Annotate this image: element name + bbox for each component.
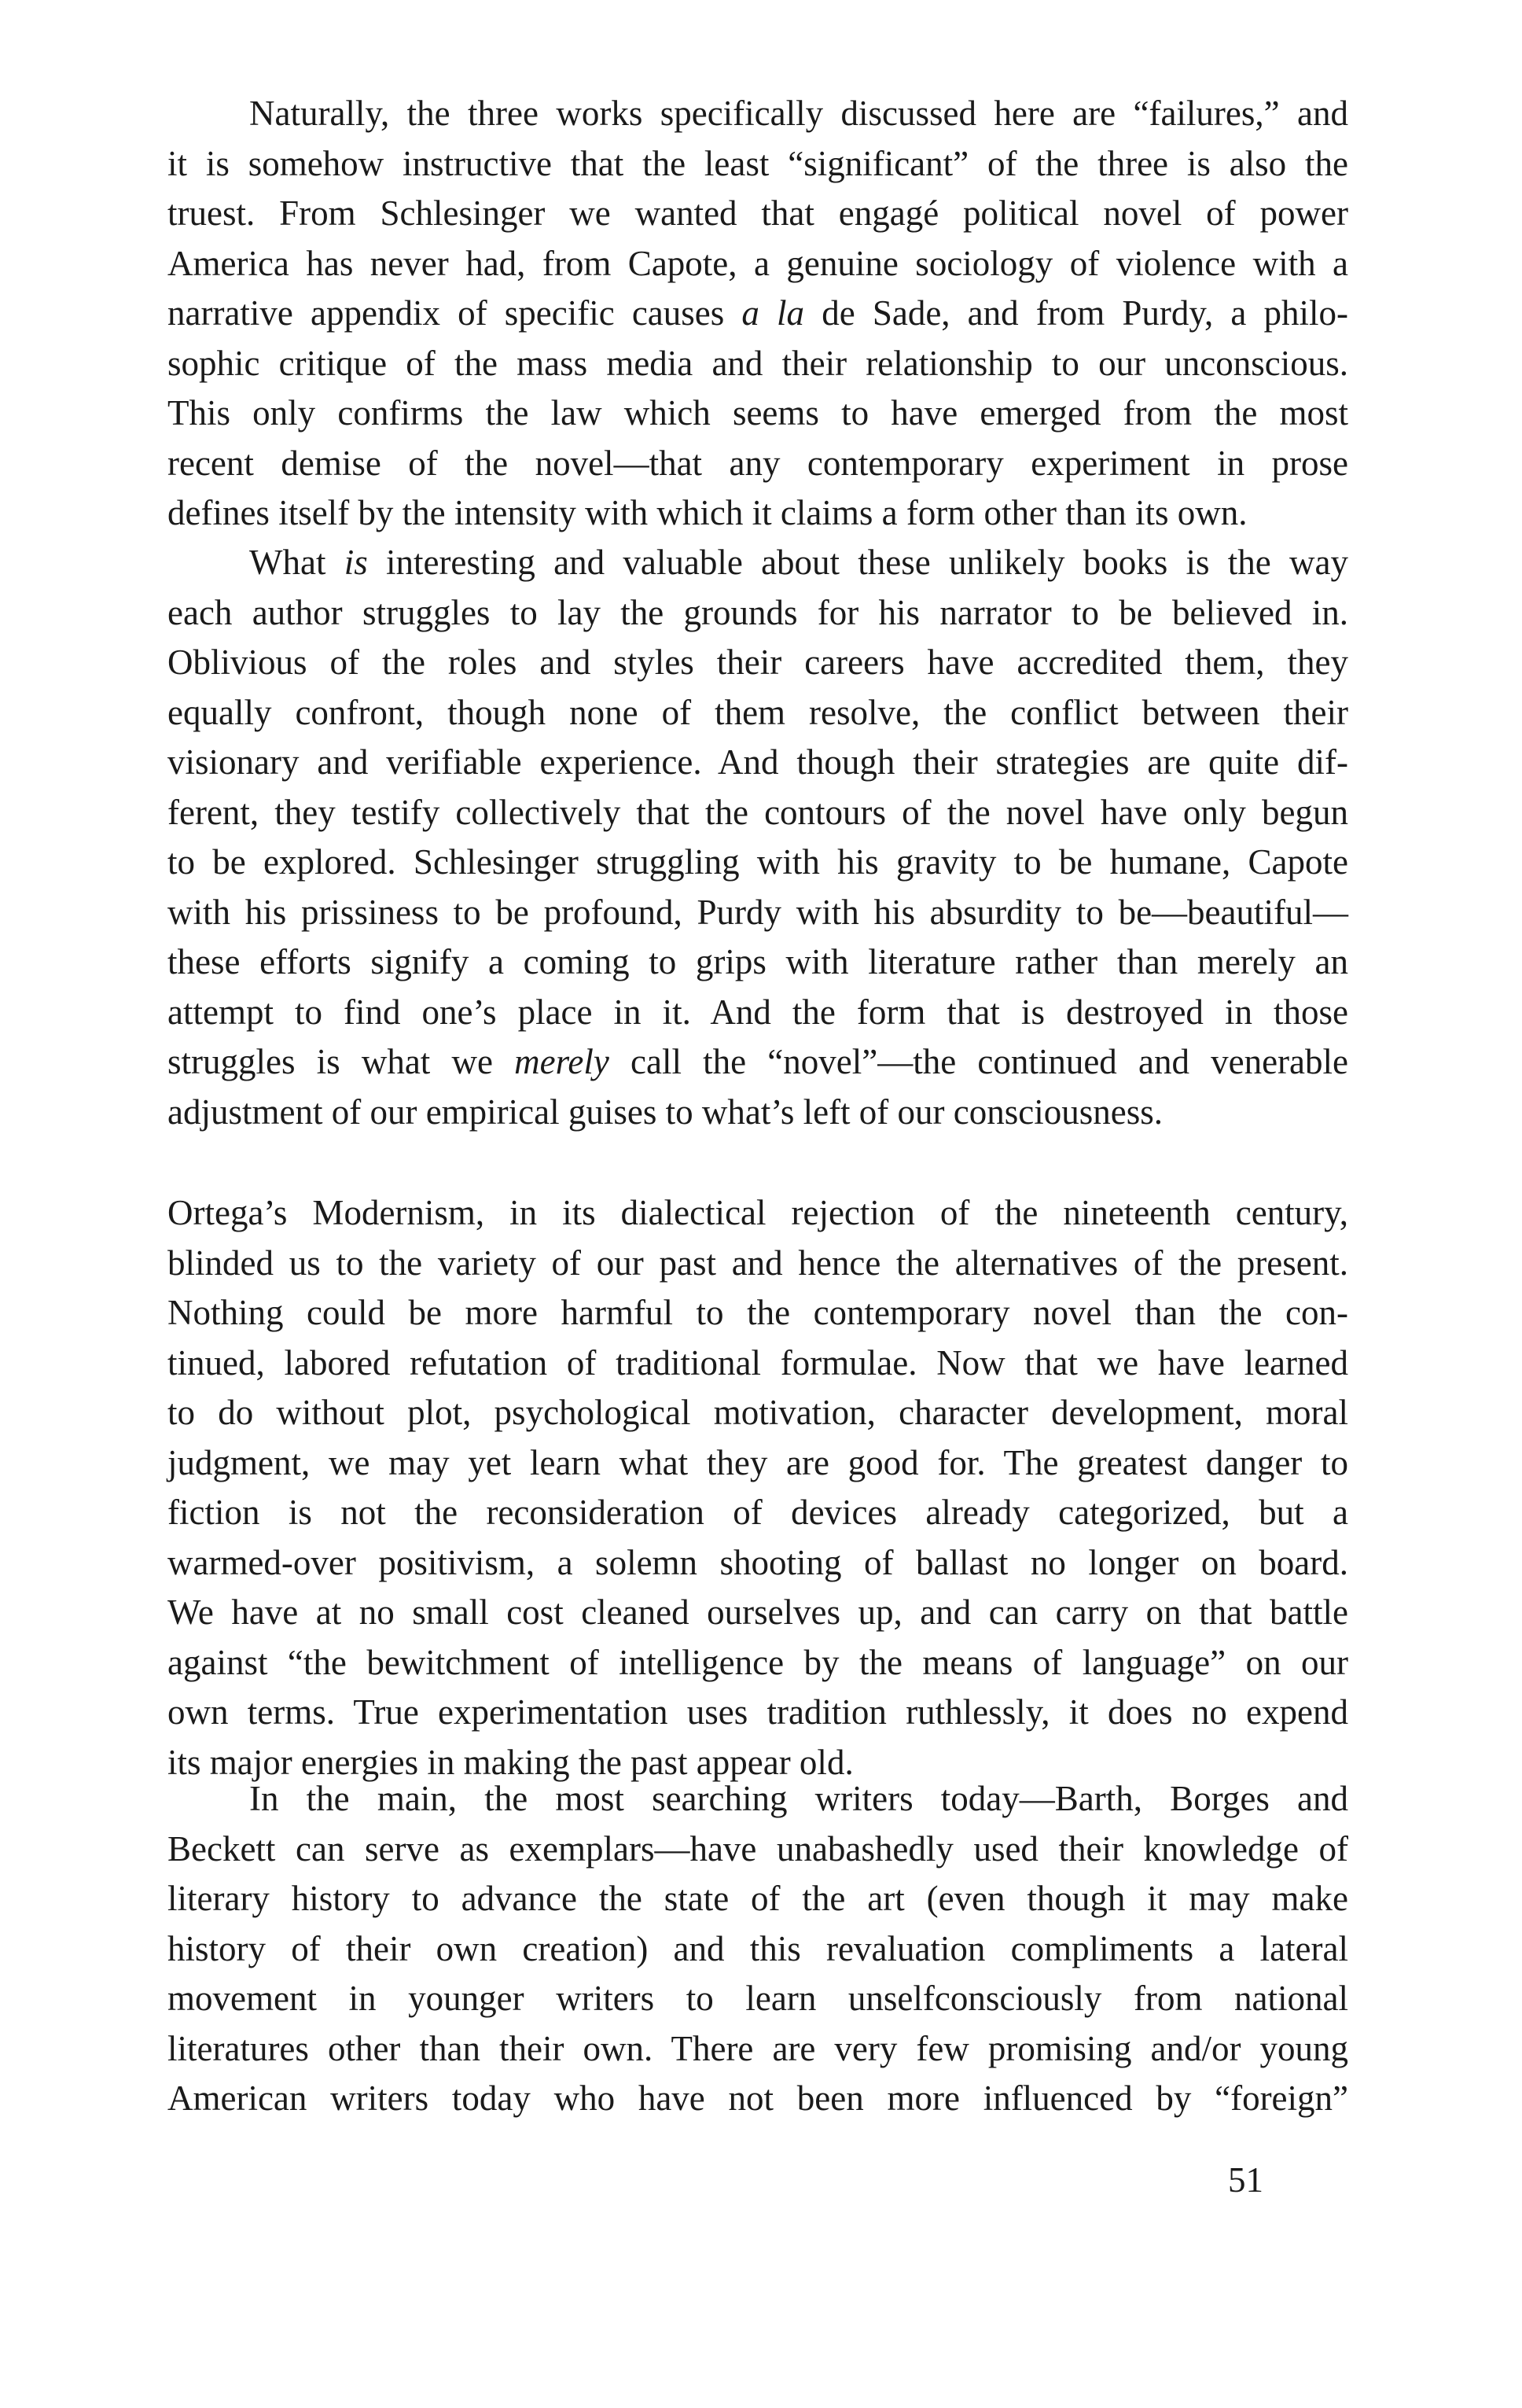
text-segment: each author struggles to lay the grounds for his narrator to be believed in. <box>167 592 1348 632</box>
text-segment: This only confirms the law which seems to have emerged from the most <box>167 393 1348 433</box>
text-segment: We have at no small cost cleaned ourselves up, and can carry on that battle <box>167 1592 1348 1632</box>
text-segment: tinued, labored refutation of traditional formulae. Now that we have learned <box>167 1342 1348 1383</box>
text-segment: Ortega’s Modernism, in its dialectical rejection of the nineteenth century, <box>167 1193 1348 1232</box>
text-line <box>167 1688 1348 1738</box>
text-segment: own terms. True experimentation uses tradition ruthlessly, it does no expend <box>167 1692 1348 1732</box>
text-segment: fiction is not the reconsideration of devices already categorized, but a <box>167 1493 1348 1532</box>
paragraph-2 <box>167 538 1348 1137</box>
paragraph-3 <box>167 1188 1348 1788</box>
text-line <box>167 638 1348 688</box>
text-line <box>167 2024 1348 2075</box>
text-segment: with his prissiness to be profound, Purdy with his absurdity to be—beautiful— <box>167 892 1348 932</box>
text-line <box>167 388 1348 439</box>
text-line <box>167 1239 1348 1289</box>
text-line <box>167 988 1348 1038</box>
paragraph-4 <box>167 1774 1348 2124</box>
text-segment: narrative appendix of specific causes <box>167 293 742 333</box>
text-line <box>167 1538 1348 1589</box>
paragraph-1 <box>167 89 1348 539</box>
text-line <box>167 937 1348 988</box>
text-line <box>167 289 1348 339</box>
text-segment: recent demise of the novel—that any contemporary experiment in prose <box>167 443 1348 483</box>
text-segment: it is somehow instructive that the least “significant” of the three is also the <box>167 143 1348 183</box>
text-segment: to do without plot, psychological motivation, character development, moral <box>167 1393 1348 1432</box>
text-segment: ferent, they testify collectively that the contours of the novel have only begun <box>167 792 1348 832</box>
page-number: 51 <box>1228 2160 1263 2200</box>
text-segment: Naturally, the three works specifically discussed here are “failures,” and <box>249 94 1348 133</box>
text-line <box>167 439 1348 489</box>
text-line <box>167 1924 1348 1975</box>
text-segment: literary history to advance the state of the art (even though it may make <box>167 1879 1348 1918</box>
text-segment: American writers today who have not been more influenced by “foreign” <box>167 2078 1348 2118</box>
text-segment: struggles is what we <box>167 1042 515 1081</box>
italic-text: merely <box>514 1042 609 1081</box>
text-line <box>167 688 1348 738</box>
text-segment: its major energies in making the past appear old. <box>167 1742 854 1782</box>
text-segment: blinded us to the variety of our past and hence the alternatives of the present. <box>167 1243 1348 1283</box>
text-segment: warmed-over positivism, a solemn shooting of ballast no longer on board. <box>167 1542 1348 1582</box>
text-segment: sophic critique of the mass media and their relationship to our unconscious. <box>167 343 1348 383</box>
text-line <box>167 1338 1348 1389</box>
italic-text: a la <box>741 293 805 333</box>
text-line <box>167 1774 1348 1824</box>
text-segment: America has never had, from Capote, a genuine sociology of violence with a <box>167 243 1348 283</box>
text-segment: call the “novel”—the continued and venerable <box>608 1042 1348 1081</box>
text-segment: Oblivious of the roles and styles their careers have accredited them, they <box>167 643 1348 682</box>
text-segment: What <box>249 543 344 582</box>
text-segment: truest. From Schlesinger we wanted that engagé political novel of power <box>167 193 1348 233</box>
text-line <box>167 538 1348 588</box>
text-segment: judgment, we may yet learn what they are good for. The greatest danger to <box>167 1442 1348 1482</box>
text-segment: to be explored. Schlesinger struggling with his gravity to be humane, Capote <box>167 842 1348 882</box>
text-segment: interesting and valuable about these unlikely books is the way <box>367 543 1348 582</box>
text-line <box>167 1288 1348 1338</box>
text-segment: In the main, the most searching writers today—Barth, Borges and <box>249 1779 1348 1818</box>
text-line <box>167 2074 1348 2124</box>
text-segment: Nothing could be more harmful to the contemporary novel than the con- <box>167 1293 1348 1332</box>
text-line <box>167 1824 1348 1875</box>
text-line <box>167 339 1348 389</box>
text-line <box>167 1974 1348 2024</box>
text-line <box>167 738 1348 788</box>
text-segment: adjustment of our empirical guises to what’s left of our consciousness. <box>167 1092 1163 1132</box>
text-segment: attempt to find one’s place in it. And the form that is destroyed in those <box>167 992 1348 1032</box>
text-segment: de Sade, and from Purdy, a philo- <box>804 293 1348 333</box>
text-line <box>167 588 1348 639</box>
text-line <box>167 1874 1348 1924</box>
text-line <box>167 1488 1348 1538</box>
text-segment: these efforts signify a coming to grips with literature rather than merely an <box>167 942 1348 981</box>
text-segment: Beckett can serve as exemplars—have unabashedly used their knowledge of <box>167 1828 1348 1869</box>
text-line <box>167 1037 1348 1088</box>
text-segment: against “the bewitchment of intelligence by the means of language” on our <box>167 1642 1348 1682</box>
text-line <box>167 1388 1348 1438</box>
text-line <box>167 139 1348 190</box>
text-line <box>167 1638 1348 1688</box>
text-line <box>167 239 1348 289</box>
text-line <box>167 1588 1348 1638</box>
text-segment: equally confront, though none of them resolve, the conflict between their <box>167 692 1348 732</box>
text-line <box>167 1438 1348 1489</box>
text-line <box>167 1188 1348 1239</box>
text-segment: defines itself by the intensity with which it claims a form other than its own. <box>167 493 1248 532</box>
text-line <box>167 838 1348 888</box>
text-line <box>167 189 1348 239</box>
text-line <box>167 89 1348 139</box>
text-line <box>167 788 1348 838</box>
text-segment: movement in younger writers to learn unselfconsciously from national <box>167 1979 1348 2018</box>
text-segment: history of their own creation) and this revaluation compliments a lateral <box>167 1928 1348 1968</box>
text-line <box>167 488 1348 539</box>
italic-text: is <box>344 543 368 582</box>
text-line <box>167 1088 1348 1138</box>
text-segment: literatures other than their own. There are very few promising and/or young <box>167 2028 1348 2068</box>
text-segment: visionary and verifiable experience. And though their strategies are quite dif- <box>167 742 1348 782</box>
text-line <box>167 888 1348 938</box>
